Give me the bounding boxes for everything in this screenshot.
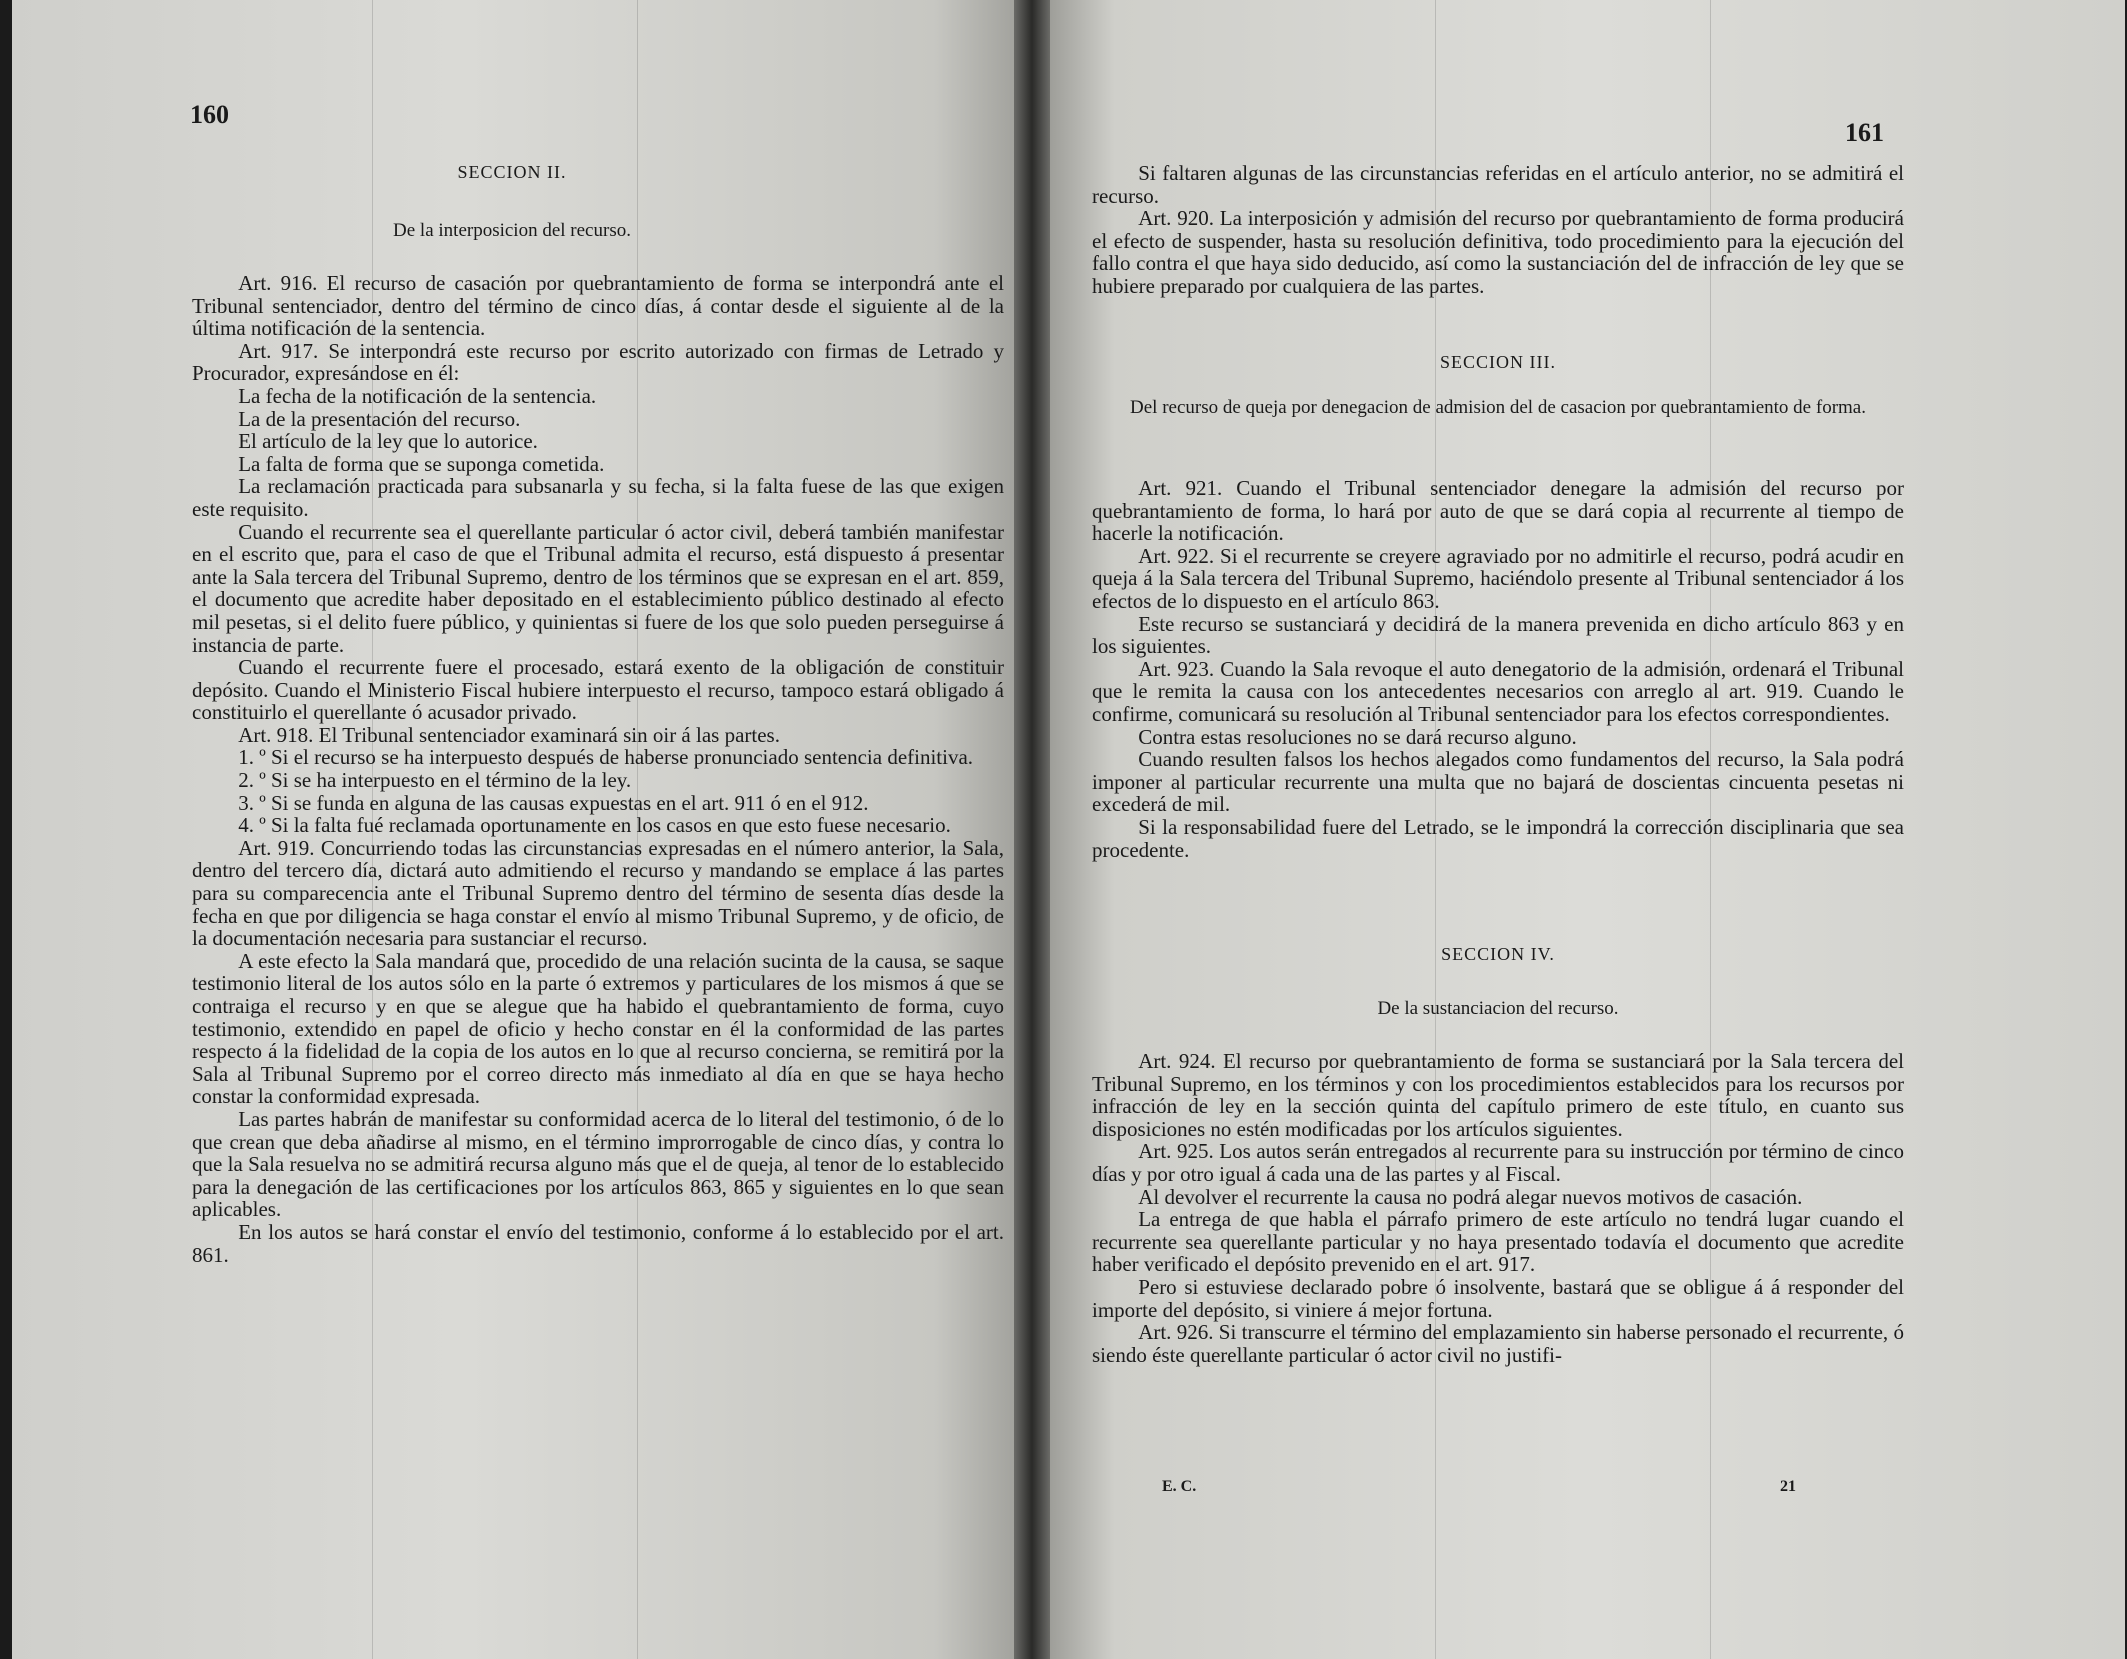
paragraph: La entrega de que habla el párrafo primero de este artículo no tendrá lugar cuando el recurrente sea querellante particular y no haya presentado todavía el documento que acredite haber verificado el depósito prevenido en el art. 917.	[1092, 1207, 1904, 1277]
section-heading: SECCION III.	[1440, 352, 1556, 372]
article-text-right-intro	[1092, 162, 1904, 298]
list-item: La fecha de la notificación de la sentencia.	[238, 383, 597, 408]
section-heading: SECCION IV.	[1441, 944, 1555, 964]
list-item: 4. º Si la falta fué reclamada oportunamente en los casos en que esto fuese necesario.	[238, 813, 951, 838]
list-item: La reclamación practicada para subsanarla y su fecha, si la falta fuese de las que exigen este requisito.	[192, 474, 1004, 521]
paragraph: Cuando resulten falsos los hechos alegados como fundamentos del recurso, la Sala podrá imponer al particular recurrente una multa que no bajará de doscientas cincuenta pesetas ni excederá de mil.	[1092, 747, 1904, 817]
right-page	[1050, 0, 2125, 1659]
section-title: Del recurso de queja por denegacion de admision del de casacion por quebrantamiento de forma.	[1130, 397, 1866, 418]
paragraph: Art. 918. El Tribunal sentenciador examinará sin oir á las partes.	[238, 722, 780, 747]
paragraph: A este efecto la Sala mandará que, procedido de una relación sucinta de la causa, se saque testimonio literal de los autos sólo en la parte ó extremos y particulares de los mismos á que se contraiga el recurso y en que se alegue que ha habido el quebrantamiento de forma, cuyo testimonio, extendido en papel de oficio y hecho constar en él la conformidad de las partes respecto á la fidelidad de la copia de los autos en lo que al recurso concierna, se remitirá por la Sala al Tribunal Supremo por el correo directo más inmediato al día en que se haya hecho constar la conformidad expresada.	[192, 948, 1004, 1109]
section-title: De la sustanciacion del recurso.	[1377, 998, 1619, 1019]
list-item: 1. º Si el recurso se ha interpuesto después de haberse pronunciado sentencia definitiva.	[238, 745, 974, 770]
paragraph: Este recurso se sustanciará y decidirá de la manera prevenida en dicho artículo 863 y en los siguientes.	[1092, 611, 1904, 659]
article-text-left	[192, 272, 1004, 1266]
paragraph: Contra estas resoluciones no se dará recurso alguno.	[1138, 724, 1577, 749]
paragraph: Art. 923. Cuando la Sala revoque el auto denegatorio de la admisión, ordenará el Tribunal que le remita la causa con los antecedentes necesarios con arreglo al art. 919. Cuando le confirme, comunicará su resolución al Tribunal sentenciador para los efectos correspondientes.	[1092, 656, 1904, 726]
paragraph: Art. 916. El recurso de casación por quebrantamiento de forma se interpondrá ante el Tribunal sentenciador, dentro del término de cinco días, á contar desde el siguiente al de la última notificación de la sentencia.	[192, 271, 1004, 341]
section-heading: SECCION II.	[457, 162, 567, 182]
paragraph: Art. 926. Si transcurre el término del emplazamiento sin haberse personado el recurrente, ó siendo éste querellante particular ó actor civil no justifi-	[1092, 1320, 1904, 1367]
list-item: 3. º Si se funda en alguna de las causas expuestas en el art. 911 ó en el 912.	[238, 790, 869, 815]
sheet-number: 21	[1780, 1478, 1796, 1495]
paragraph: Las partes habrán de manifestar su conformidad acerca de lo literal del testimonio, ó de lo que crean que deba añadirse al mismo, en el término improrrogable de cinco días, y contra lo que la Sala resuelva no se admitirá recursa alguno más que el de queja, al tenor de lo establecido para la denegación de las certificaciones por los artículos 863, 865 y siguientes en lo que sean aplicables.	[192, 1106, 1004, 1222]
page-number: 161	[1845, 118, 1884, 147]
paragraph: Art. 925. Los autos serán entregados al recurrente para su instrucción por término de cinco días y por otro igual á cada una de las partes y al Fiscal.	[1092, 1139, 1904, 1186]
left-page	[12, 0, 1014, 1659]
paragraph: Al devolver el recurrente la causa no podrá alegar nuevos motivos de casación.	[1138, 1184, 1803, 1209]
paragraph: Pero si estuviese declarado pobre ó insolvente, bastará que se obligue á á responder del importe del depósito, si viniere á mejor fortuna.	[1092, 1274, 1904, 1322]
paragraph: Cuando el recurrente sea el querellante particular ó actor civil, deberá también manifestar en el escrito que, para el caso de que el Tribunal admita el recurso, está dispuesto á presentar ante la Sala tercera del Tribunal Supremo, dentro de los términos que se expresan en el art. 859, el documento que acredite haber depositado en el establecimiento público destinado al efecto mil pesetas, si el delito fuere público, y quinientas si fuere de los que solo pueden perseguirse á instancia de parte.	[192, 519, 1004, 657]
paragraph: Art. 917. Se interpondrá este recurso por escrito autorizado con firmas de Letrado y Procurador, expresándose en él:	[192, 338, 1004, 386]
paragraph: Art. 921. Cuando el Tribunal sentenciador denegare la admisión del recurso por quebrantamiento de forma, lo hará por auto de que se dará copia al recurrente al tiempo de hacerle la notificación.	[1092, 476, 1904, 546]
book-gutter	[1014, 0, 1050, 1659]
article-text-right-sec3	[1092, 477, 1904, 861]
list-item: La falta de forma que se suponga cometida.	[238, 451, 605, 476]
paragraph: Cuando el recurrente fuere el procesado, estará exento de la obligación de constituir depósito. Cuando el Ministerio Fiscal hubiere interpuesto el recurso, tampoco estará obligado á constituirlo el querellante ó acusador privado.	[192, 655, 1004, 725]
section-title: De la interposicion del recurso.	[393, 220, 631, 241]
list-item: El artículo de la ley que lo autorice.	[238, 429, 538, 454]
page-number: 160	[190, 100, 229, 129]
paragraph: Art. 919. Concurriendo todas las circunstancias expresadas en el número anterior, la Sala, dentro del tercero día, dictará auto admitiendo el recurso y mandando se emplace á las partes para su comparecencia ante el Tribunal Supremo dentro del término de sesenta días desde la fecha en que por diligencia se haga constar el envío al mismo Tribunal Supremo, y de oficio, de la documentación necesaria para sustanciar el recurso.	[192, 835, 1004, 951]
paragraph: Art. 920. La interposición y admisión del recurso por quebrantamiento de forma producirá el efecto de suspender, hasta su resolución definitiva, todo procedimiento para la ejecución del fallo contra el que haya sido deducido, así como la sustanciación del de infracción de ley que se hubiere preparado por cualquiera de las partes.	[1092, 206, 1904, 298]
printer-signature: E. C.	[1162, 1478, 1197, 1495]
paragraph: Si faltaren algunas de las circunstancias referidas en el artículo anterior, no se admitirá el recurso.	[1092, 161, 1904, 208]
paragraph: Si la responsabilidad fuere del Letrado, se le impondrá la corrección disciplinaria que sea procedente.	[1092, 814, 1904, 862]
list-item: 2. º Si se ha interpuesto en el término de la ley.	[238, 768, 632, 793]
paragraph: En los autos se hará constar el envío del testimonio, conforme á lo establecido por el art. 861.	[192, 1219, 1004, 1267]
list-item: La de la presentación del recurso.	[238, 406, 521, 431]
paragraph: Art. 924. El recurso por quebrantamiento de forma se sustanciará por la Sala tercera del Tribunal Supremo, en los términos y con los procedimientos establecidos para los recursos por infracción de ley en la sección quinta del capítulo primero de este título, en cuanto sus disposiciones no estén modificadas por los artículos siguientes.	[1092, 1049, 1904, 1141]
paragraph: Art. 922. Si el recurrente se creyere agraviado por no admitirle el recurso, podrá acudir en queja á la Sala tercera del Tribunal Supremo, haciéndolo presente al Tribunal sentenciador á los efectos de lo dispuesto en el artículo 863.	[1092, 543, 1904, 613]
article-text-right-sec4	[1092, 1050, 1904, 1366]
